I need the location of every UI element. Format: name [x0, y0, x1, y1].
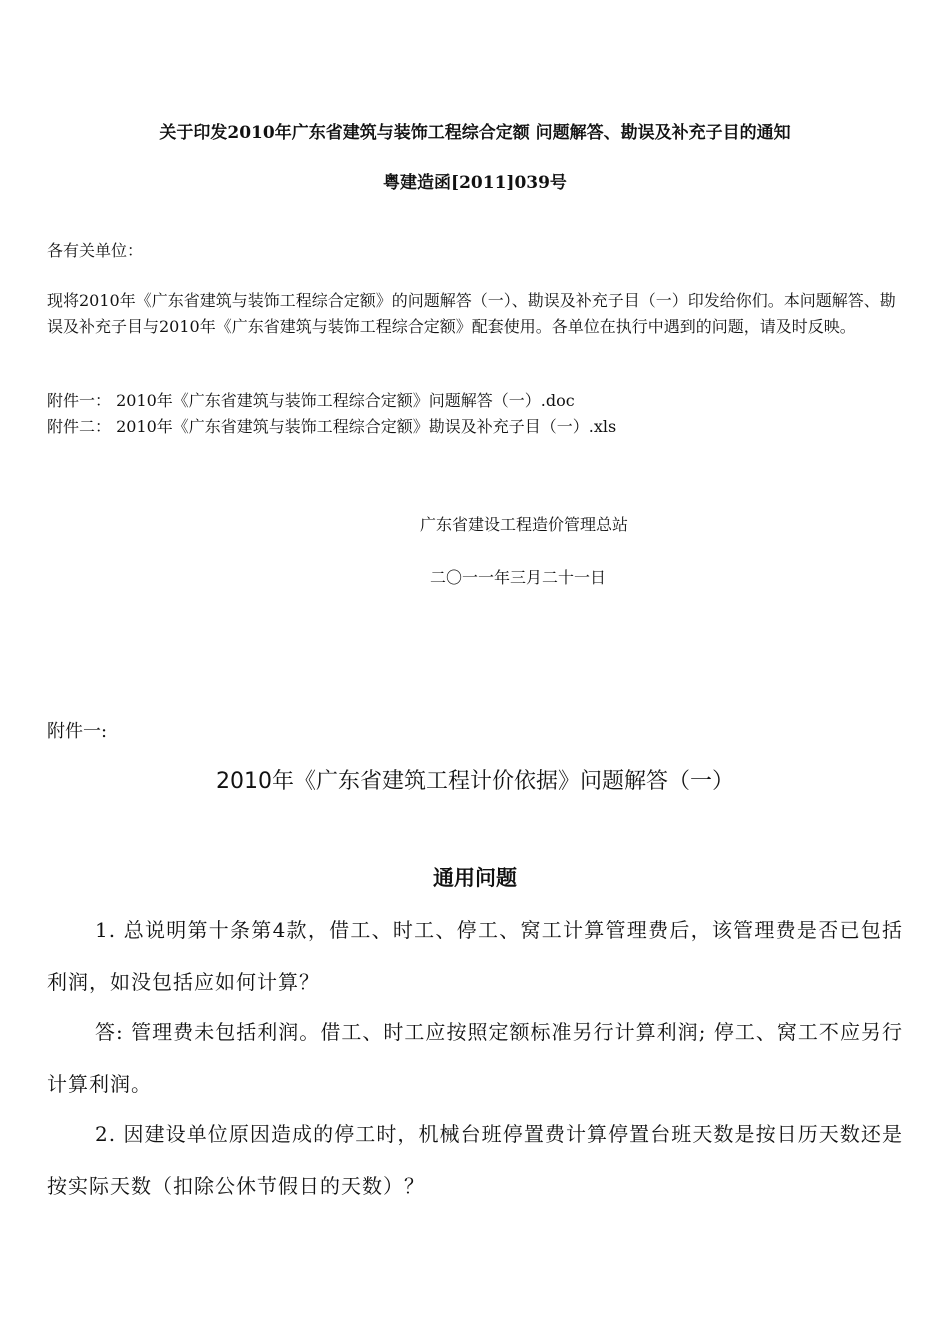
- document-number: 粤建造函[2011]039号: [383, 173, 567, 193]
- issue-date: 二〇一一年三月二十一日: [430, 568, 607, 587]
- attachment-link-2[interactable]: 附件二： 2010年《广东省建筑与装饰工程综合定额》勘误及补充子目（一）.xls: [47, 417, 617, 436]
- annex-label: 附件一:: [47, 721, 108, 742]
- notice-body: 现将2010年《广东省建筑与装饰工程综合定额》的问题解答（一）、勘误及补充子目（一）印发给你们。本问题解答、勘误及补充子目与2010年《广东省建筑与装饰工程综合定额》配套使用。各单位在执行中遇到的问题，请及时反映。: [47, 291, 896, 336]
- annex-title: 2010年《广东省建筑工程计价依据》问题解答（一）: [216, 769, 734, 794]
- question-2: 2. 因建设单位原因造成的停工时，机械台班停置费计算停置台班天数是按日历天数还是按实际天数（扣除公休节假日的天数）？: [47, 1122, 903, 1198]
- issuing-organization: 广东省建设工程造价管理总站: [420, 515, 629, 534]
- salutation: 各有关单位：: [47, 241, 144, 260]
- notice-title: 关于印发2010年广东省建筑与装饰工程综合定额 问题解答、勘误及补充子目的通知: [159, 123, 791, 143]
- section-heading: 通用问题: [433, 866, 517, 890]
- question-1: 1. 总说明第十条第4款，借工、时工、停工、窝工计算管理费后，该管理费是否已包括利润，如没包括应如何计算？: [47, 918, 903, 994]
- attachment-link-1[interactable]: 附件一： 2010年《广东省建筑与装饰工程综合定额》问题解答（一）.doc: [47, 391, 575, 410]
- answer-1: 答: 管理费未包括利润。借工、时工应按照定额标准另行计算利润; 停工、窝工不应另行计算利润。: [47, 1020, 903, 1096]
